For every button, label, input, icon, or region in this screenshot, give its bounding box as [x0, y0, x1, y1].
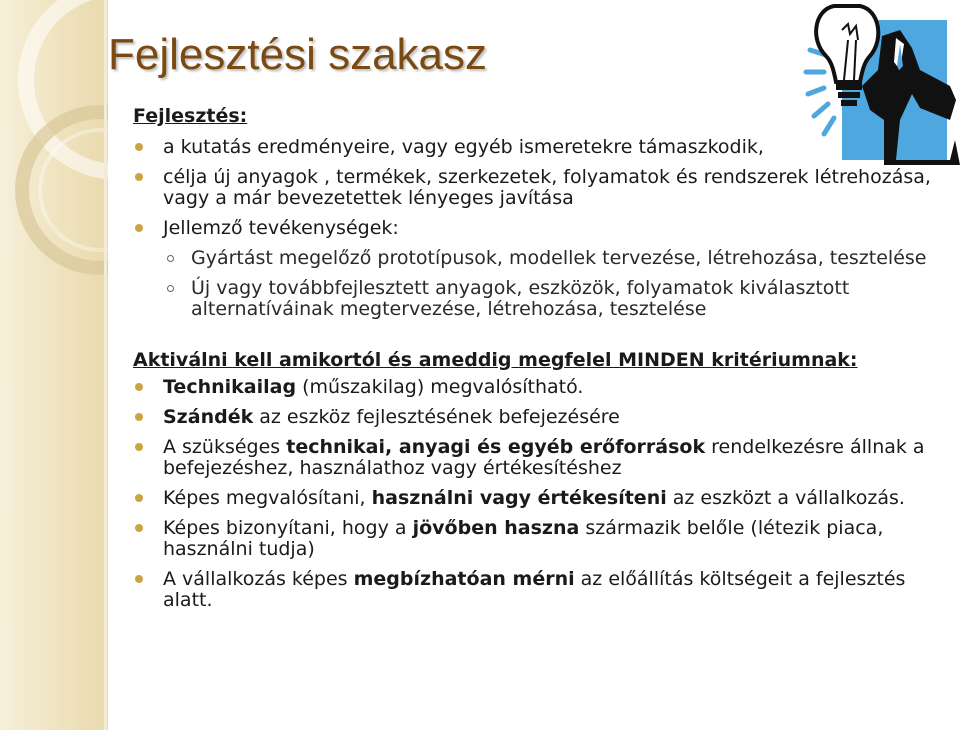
section1-list — [133, 137, 948, 320]
criteria-list — [133, 377, 948, 611]
left-decorative-band — [0, 0, 108, 730]
decorative-rings-icon — [0, 0, 108, 330]
list-item: Jellemző tevékenységek: Gyártást megelőző prototípusok, modellek tervezése, létrehozása, tesztelése Új vagy továbbfejlesztett anyagok, eszközök, folyamatok kiválasztott alternatíváinak megtervezése, létrehozása, tesztelése — [133, 218, 948, 320]
criteria-item-costs: A vállalkozás képes megbízhatóan mérni az előállítás költségeit a fejlesztés alatt. — [133, 569, 948, 611]
criteria-item-resources: A szükséges technikai, anyagi és egyéb erőforrások rendelkezésre állnak a befejezéshez, használathoz vagy értékesítéshez — [133, 437, 948, 479]
criteria-item-technical: Technikailag (műszakilag) megvalósítható. — [133, 377, 948, 398]
activities-sublist — [163, 248, 948, 320]
section1-heading: Fejlesztés: — [133, 105, 248, 127]
list-item: a kutatás eredményeire, vagy egyéb ismeretekre támaszkodik, — [133, 137, 948, 158]
criteria-item-use: Képes megvalósítani, használni vagy értékesíteni az eszközt a vállalkozás. — [133, 488, 948, 509]
slide-content — [133, 106, 948, 620]
sub-list-item: Gyártást megelőző prototípusok, modellek tervezése, létrehozása, tesztelése — [163, 248, 948, 269]
criteria-item-benefit: Képes bizonyítani, hogy a jövőben haszna származik belőle (létezik piaca, használni tudja) — [133, 518, 948, 560]
sub-list-item: Új vagy továbbfejlesztett anyagok, eszközök, folyamatok kiválasztott alternatíváinak megtervezése, létrehozása, tesztelése — [163, 278, 948, 320]
page-title: Fejlesztési szakasz — [108, 30, 488, 79]
list-item: célja új anyagok , termékek, szerkezetek, folyamatok és rendszerek létrehozása, vagy a már bevezetettek lényeges javítása — [133, 167, 948, 209]
criteria-item-intent: Szándék az eszköz fejlesztésének befejezésére — [133, 407, 948, 428]
band-edge-line — [104, 0, 107, 730]
section2-heading: Aktiválni kell amikortól és ameddig megfelel MINDEN kritériumnak: — [133, 349, 858, 371]
